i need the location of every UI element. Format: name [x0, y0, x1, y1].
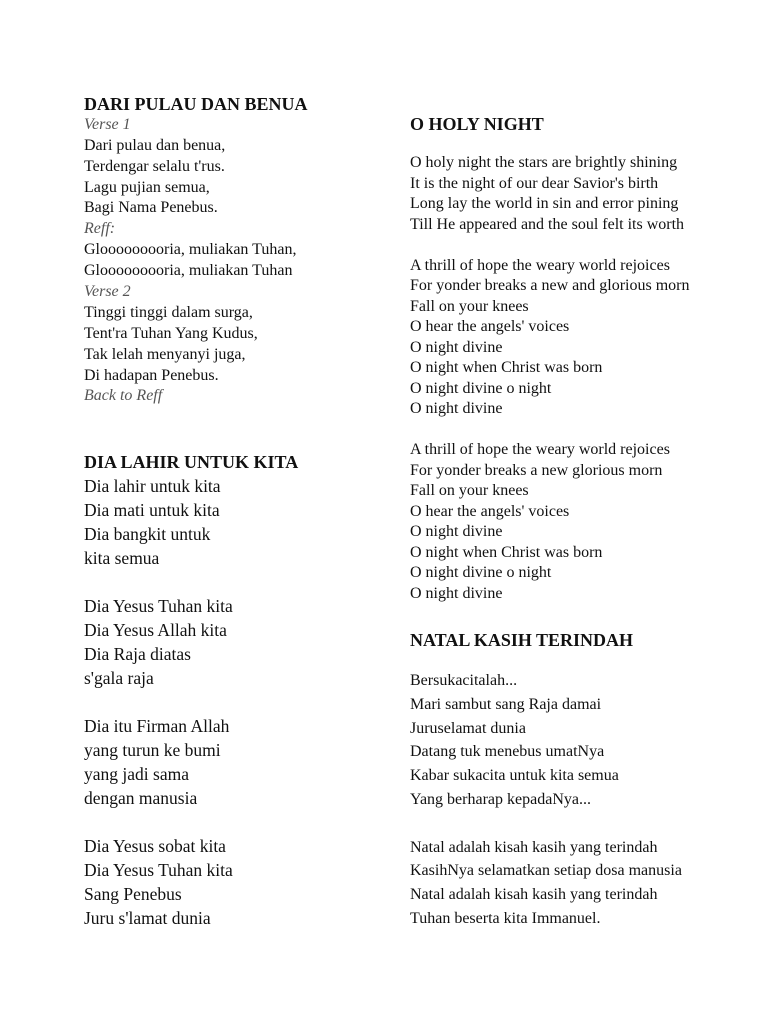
lyric-line: Dia mati untuk kita: [84, 500, 220, 520]
lyric-line: Bersukacitalah...: [410, 672, 518, 689]
lyric-line: Dia Raja diatas: [84, 644, 191, 664]
section-label: Back to Reff: [84, 387, 163, 405]
lyric-line: Till He appeared and the soul felt its worth: [410, 215, 685, 233]
lyric-line: yang jadi sama: [84, 764, 189, 784]
lyric-line: O hear the angels' voices: [410, 318, 570, 335]
lyric-line: yang turun ke bumi: [84, 740, 221, 760]
song-o-holy-night: [410, 153, 690, 604]
stanza-break: [410, 235, 690, 256]
lyric-line: Sang Penebus: [84, 884, 182, 904]
lyric-line: Terdengar selalu t'rus.: [84, 157, 225, 175]
lyric-line: s'gala raja: [84, 668, 154, 688]
lyric-line: Mari sambut sang Raja damai: [410, 695, 602, 713]
lyric-line: Fall on your knees: [410, 482, 529, 499]
lyric-line: Juru s'lamat dunia: [84, 908, 211, 928]
lyric-line: For yonder breaks a new and glorious morn: [410, 277, 690, 294]
lyric-line: Dia bangkit untuk: [84, 524, 211, 544]
lyric-line: Dia Yesus Tuhan kita: [84, 860, 233, 880]
lyric-line: kita semua: [84, 548, 160, 568]
lyric-line: Dia lahir untuk kita: [84, 476, 221, 496]
lyric-line: Dari pulau dan benua,: [84, 136, 226, 154]
lyric-line: O night divine o night: [410, 564, 552, 581]
lyric-line: Dia Yesus Tuhan kita: [84, 596, 233, 616]
lyric-line: Tak lelah menyanyi juga,: [84, 345, 246, 363]
lyric-line: A thrill of hope the weary world rejoices: [410, 441, 670, 458]
song-title: DIA LAHIR UNTUK KITA: [84, 452, 299, 472]
lyric-line: Dia Yesus Allah kita: [84, 620, 227, 640]
lyric-line: For yonder breaks a new glorious morn: [410, 461, 663, 479]
lyric-line: O night when Christ was born: [410, 359, 603, 376]
lyric-line: Long lay the world in sin and error pining: [410, 195, 679, 212]
lyric-line: Dia itu Firman Allah: [84, 716, 230, 736]
lyric-line: Natal adalah kisah kasih yang terindah: [410, 838, 658, 856]
stanza-break: [410, 812, 682, 836]
lyric-line: A thrill of hope the weary world rejoices: [410, 256, 670, 274]
lyric-line: Datang tuk menebus umatNya: [410, 743, 605, 761]
lyric-line: Di hadapan Penebus.: [84, 366, 219, 384]
lyric-line: O night divine: [410, 338, 503, 356]
lyric-line: Tent'ra Tuhan Yang Kudus,: [84, 324, 258, 342]
lyric-line: O night divine: [410, 523, 503, 540]
song-natal-kasih-terindah-title-block: [410, 628, 633, 652]
stanza-break: [410, 420, 690, 441]
stanza-break: [84, 570, 298, 594]
lyric-line: O holy night the stars are brightly shining: [410, 154, 678, 171]
song-title: O HOLY NIGHT: [410, 114, 544, 134]
song-title: NATAL KASIH TERINDAH: [410, 630, 634, 650]
lyric-line: O night when Christ was born: [410, 543, 603, 561]
lyric-line: O hear the angels' voices: [410, 502, 570, 520]
stanza-break: [84, 690, 298, 714]
stanza-break: [84, 810, 298, 834]
song-title: DARI PULAU DAN BENUA: [84, 94, 308, 114]
lyric-line: Tinggi tinggi dalam surga,: [84, 303, 253, 321]
lyric-line: Glooooooooria, muliakan Tuhan,: [84, 241, 297, 259]
lyric-line: Dia Yesus sobat kita: [84, 836, 226, 856]
song-natal-kasih-terindah: [410, 669, 682, 931]
lyric-line: Glooooooooria, muliakan Tuhan: [84, 262, 293, 280]
lyric-line: Juruselamat dunia: [410, 719, 526, 737]
lyric-line: Natal adalah kisah kasih yang terindah: [410, 886, 658, 904]
lyric-line: It is the night of our dear Savior's birth: [410, 174, 659, 192]
lyric-line: dengan manusia: [84, 788, 198, 808]
section-label: Verse 2: [84, 283, 131, 301]
lyric-line: KasihNya selamatkan setiap dosa manusia: [410, 862, 682, 880]
song-dia-lahir-untuk-kita: [84, 450, 298, 930]
lyric-line: Yang berharap kepadaNya...: [410, 790, 591, 808]
lyric-line: O night divine: [410, 584, 503, 602]
lyric-line: Fall on your knees: [410, 297, 529, 315]
lyric-line: Bagi Nama Penebus.: [84, 199, 218, 217]
section-label: Reff:: [84, 220, 116, 238]
song-dari-pulau-dan-benua: [84, 94, 308, 407]
song-o-holy-night-title-block: [410, 112, 544, 136]
lyric-line: O night divine o night: [410, 379, 552, 397]
section-label: Verse 1: [84, 115, 131, 133]
lyric-line: Tuhan beserta kita Immanuel.: [410, 909, 601, 927]
lyric-line: Kabar sukacita untuk kita semua: [410, 767, 619, 785]
lyric-line: Lagu pujian semua,: [84, 178, 210, 196]
lyric-line: O night divine: [410, 400, 503, 417]
